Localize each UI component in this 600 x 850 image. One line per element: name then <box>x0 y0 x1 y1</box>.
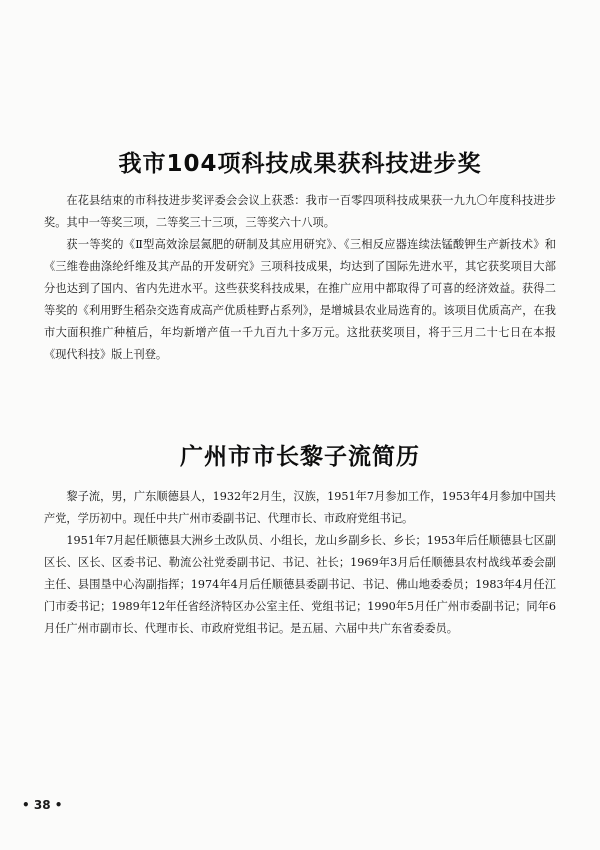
article-1-body <box>44 190 556 366</box>
article-2-paragraph-2: 1951年7月起任顺德县大洲乡土改队员、小组长，龙山乡副乡长、乡长；1953年后任顺德县七区副区长、区长、区委书记、勒流公社党委副书记、书记、社长；1969年3月后任顺德县农村战线革委会副主任、县围垦中心沟副指挥；1974年4月后任顺德县委副书记、书记、佛山地委委员；1983年4月任江门市委书记；1989年12年任省经济特区办公室主任、党组书记；1990年5月任广州市委副书记；同年6月任广州市副市长、代理市长、市政府党组书记。是五届、六届中共广东省委委员。 <box>44 534 556 635</box>
article-1-headline: 我市104项科技成果获科技进步奖 <box>118 151 482 177</box>
article-2-body <box>44 486 556 640</box>
article-2-paragraph-1: 黎子流，男，广东顺德县人，1932年2月生，汉族，1951年7月参加工作，1953年4月参加中国共产党，学历初中。现任中共广州市委副书记、代理市长、市政府党组书记。 <box>44 490 556 525</box>
article-1-paragraph-1: 在花县结束的市科技进步奖评委会会议上获悉：我市一百零四项科技成果获一九九〇年度科技进步奖。其中一等奖三项，二等奖三十三项，三等奖六十八项。 <box>44 194 556 229</box>
page-number: • 38 • <box>22 798 63 812</box>
article-1-paragraph-2: 获一等奖的《Ⅱ型高效涂层氮肥的研制及其应用研究》、《三相反应器连续法锰酸钾生产新技术》和《三维卷曲涤纶纤维及其产品的开发研究》三项科技成果，均达到了国际先进水平，其它获奖项目大部分也达到了国内、省内先进水平。这些获奖科技成果，在推广应用中都取得了可喜的经济效益。获得二等奖的《利用野生稻杂交选育成高产优质桂野占系列》，是增城县农业局选育的。该项目优质高产，在我市大面积推广种植后，年均新增产值一千九百九十多万元。这批获奖项目，将于三月二十七日在本报《现代科技》版上刊登。 <box>44 238 556 361</box>
article-2-headline: 广州市市长黎子流简历 <box>180 444 420 470</box>
